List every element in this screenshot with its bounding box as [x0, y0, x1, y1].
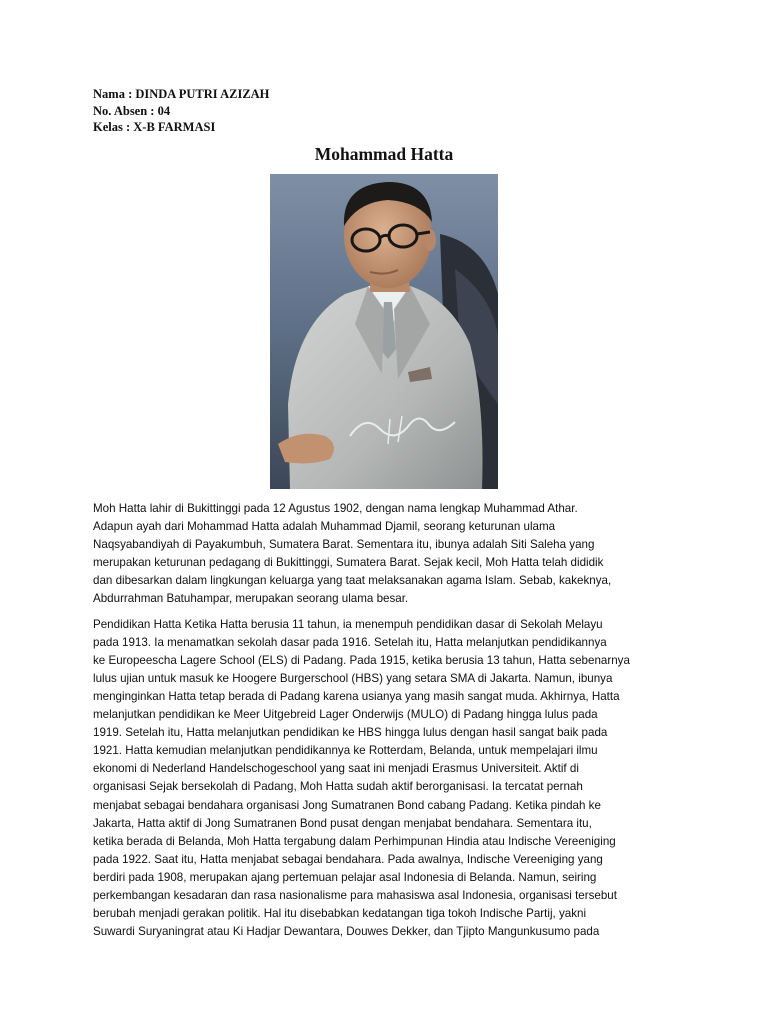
text-line: merupakan keturunan pedagang di Bukittinggi, Sumatera Barat. Sejak kecil, Moh Hatta telah dididik	[93, 556, 604, 570]
paragraph-birth	[93, 500, 679, 609]
student-absen-line: No. Absen : 04	[93, 103, 171, 118]
text-line: Moh Hatta lahir di Bukittinggi pada 12 Agustus 1902, dengan nama lengkap Muhammad Athar.	[93, 502, 578, 515]
text-line: lulus ujian untuk masuk ke Hoogere Burgerschool (HBS) yang setara SMA di Jakarta. Namun, ibunya	[93, 671, 613, 685]
text-line: Jakarta, Hatta aktif di Jong Sumatranen Bond pusat dengan menjabat bendahara. Sementara itu,	[93, 816, 592, 830]
text-line: pada 1913. Ia menamatkan sekolah dasar pada 1916. Setelah itu, Hatta melanjutkan pendidikannya	[93, 635, 607, 649]
text-line: organisasi Sejak bersekolah di Padang, Moh Hatta sudah aktif berorganisasi. Ia tercatat pernah	[93, 780, 583, 794]
biography-text	[93, 500, 679, 941]
text-line: berdiri pada 1908, merupakan ajang pertemuan pelajar asal Indonesia di Belanda. Namun, seiring	[93, 870, 597, 884]
portrait-photo	[270, 174, 498, 489]
text-line: 1921. Hatta kemudian melanjutkan pendidikannya ke Rotterdam, Belanda, untuk mempelajari ilmu	[93, 744, 598, 758]
text-line: menginginkan Hatta tetap berada di Padang karena usianya yang masih sangat muda. Akhirnya, Hatta	[93, 689, 620, 703]
text-line: Naqsyabandiyah di Payakumbuh, Sumatera Barat. Sementara itu, ibunya adalah Siti Saleha yang	[93, 538, 595, 552]
student-name-line: Nama : DINDA PUTRI AZIZAH	[93, 87, 270, 101]
text-line: Adapun ayah dari Mohammad Hatta adalah Muhammad Djamil, seorang keturunan ulama	[93, 520, 556, 534]
text-line: menjabat sebagai bendahara organisasi Jong Sumatranen Bond cabang Padang. Ketika pindah ke	[93, 798, 601, 812]
text-line: 1919. Setelah itu, Hatta melanjutkan pendidikan ke HBS hingga lulus dengan hasil sangat baik pada	[93, 726, 608, 740]
text-line: Pendidikan Hatta Ketika Hatta berusia 11 tahun, ia menempuh pendidikan dasar di Sekolah Melayu	[93, 617, 603, 631]
text-line: ke Europeescha Lagere School (ELS) di Padang. Pada 1915, ketika berusia 13 tahun, Hatta sebenarnya	[93, 653, 630, 667]
text-line: Suwardi Suryaningrat atau Ki Hadjar Dewantara, Douwes Dekker, dan Tjipto Mangunkusumo pada	[93, 925, 600, 939]
text-line: pada 1922. Saat itu, Hatta menjabat sebagai bendahara. Pada awalnya, Indische Vereeniging yang	[93, 852, 603, 866]
text-line: ketika berada di Belanda, Moh Hatta tergabung dalam Perhimpunan Hindia atau Indische Vereeniging	[93, 834, 616, 848]
text-line: perkembangan kesadaran dan rasa nasionalisme para mahasiswa asal Indonesia, organisasi tersebut	[93, 888, 617, 902]
text-line: Abdurrahman Batuhampar, merupakan seorang ulama besar.	[93, 592, 409, 606]
text-line: ekonomi di Nederland Handelschogeschool yang saat ini menjadi Erasmus Universiteit. Aktif di	[93, 762, 579, 776]
student-class-line: Kelas : X-B FARMASI	[93, 120, 216, 134]
text-line: melanjutkan pendidikan ke Meer Uitgebreid Lager Onderwijs (MULO) di Padang hingga lulus pada	[93, 708, 598, 722]
text-line: berubah menjadi gerakan politik. Hal itu disebabkan kedatangan tiga tokoh Indische Partij, yakni	[93, 907, 587, 921]
paragraph-education	[93, 616, 679, 942]
document-title: Mohammad Hatta	[314, 144, 454, 164]
text-line: dan dibesarkan dalam lingkungan keluarga yang taat melaksanakan agama Islam. Sebab, kakeknya,	[93, 574, 612, 588]
student-info-header	[93, 86, 269, 136]
